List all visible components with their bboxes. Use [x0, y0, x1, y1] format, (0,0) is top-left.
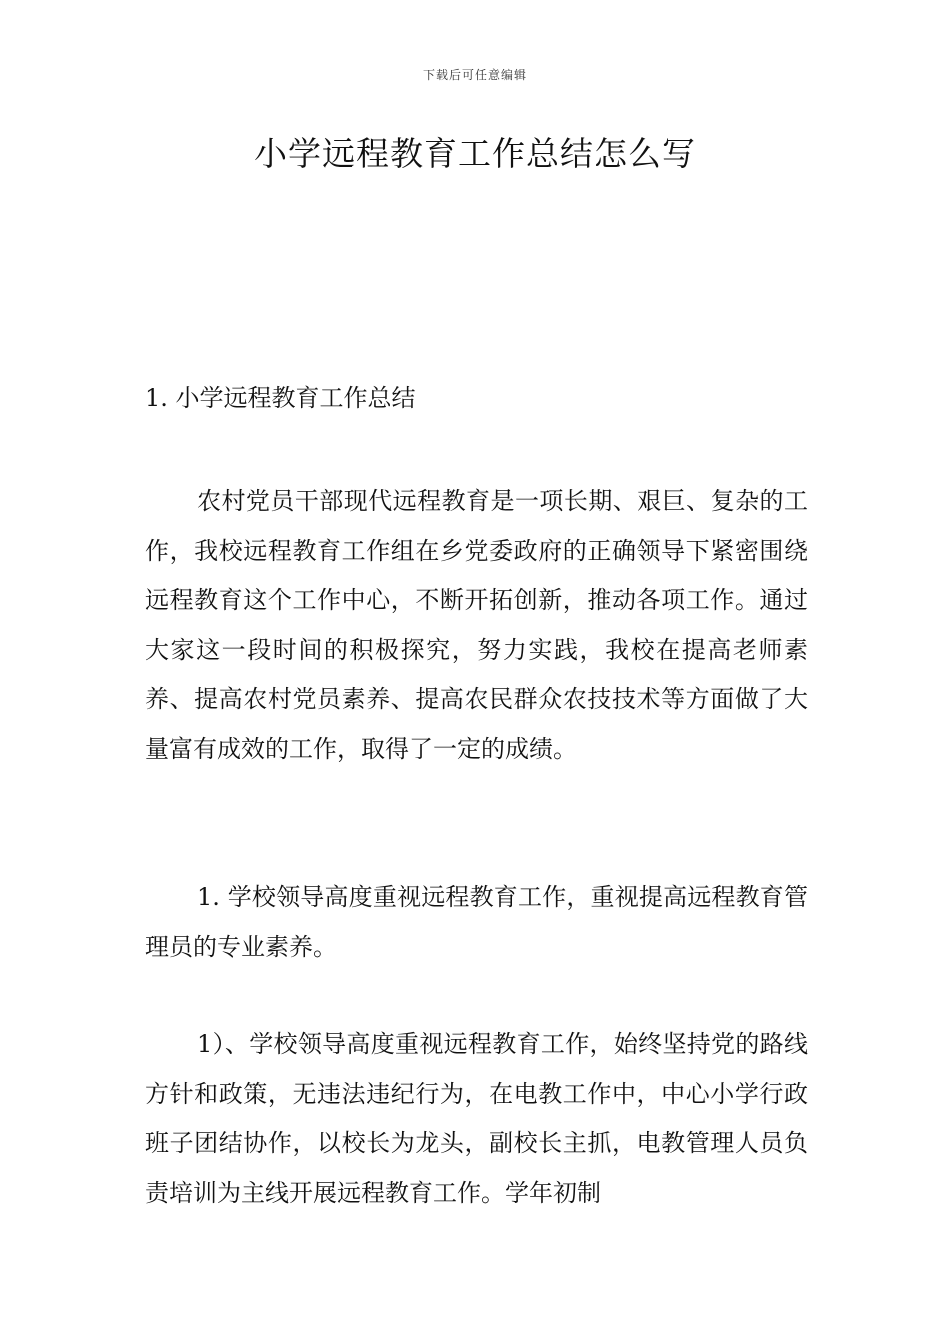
section-heading: 1. 小学远程教育工作总结 — [145, 384, 416, 412]
body-paragraph: 1）、学校领导高度重视远程教育工作，始终坚持党的路线方针和政策，无违法违纪行为，在电教工作中，中心小学行政班子团结协作，以校长为龙头，副校长主抓，电教管理人员负责培训为主线开展远程教育工作。学年初制 — [145, 1030, 808, 1207]
body-paragraph: 农村党员干部现代远程教育是一项长期、艰巨、复杂的工作，我校远程教育工作组在乡党委政府的正确领导下紧密围绕远程教育这个工作中心，不断开拓创新，推动各项工作。通过大家这一段时间的积极探究，努力实践，我校在提高老师素养、提高农村党员素养、提高农民群众农技技术等方面做了大量富有成效的工作，取得了一定的成绩。 — [145, 487, 808, 763]
body-paragraph: 1. 学校领导高度重视远程教育工作，重视提高远程教育管理员的专业素养。 — [145, 883, 808, 961]
header-note: 下载后可任意编辑 — [422, 68, 527, 82]
document-title: 小学远程教育工作总结怎么写 — [254, 134, 696, 173]
